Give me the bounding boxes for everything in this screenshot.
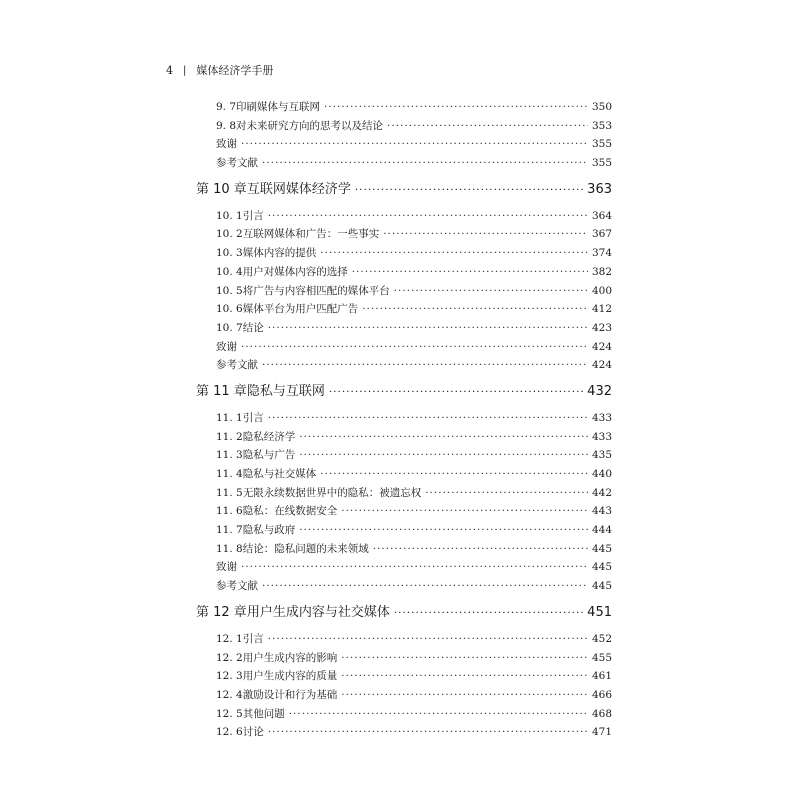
page-ref: 350 [591,101,612,113]
chapter-number: 第 12 章 [196,604,247,620]
leader-dots [268,723,588,742]
section-number: 11. 7 [216,524,243,537]
section-number: 9. 7 [216,101,237,113]
section-title: 致谢 [216,138,237,151]
section-number: 12. 4 [216,688,243,701]
table-of-contents [196,98,612,742]
leader-dots [387,117,588,136]
page-ref: 451 [587,604,612,620]
toc-entry [196,98,612,117]
section-title: 互联网媒体和广告：一些事实 [242,228,380,241]
page-ref: 445 [591,561,612,574]
leader-dots [241,558,588,577]
page-ref: 433 [591,430,612,443]
toc-entry [196,282,612,301]
page-ref: 355 [591,138,612,151]
section-title: 用户生成内容的质量 [242,670,338,683]
section-number: 11. 3 [216,449,243,462]
page-ref: 445 [591,580,612,593]
section-title: 媒体内容的提供 [242,247,317,260]
leader-dots [320,244,588,263]
chapter-number: 第 10 章 [196,181,247,197]
section-title: 将广告与内容相匹配的媒体平台 [242,284,390,297]
leader-dots [394,603,583,623]
page-ref: 367 [591,228,612,241]
section-number: 12. 6 [216,726,243,739]
section-title: 隐私与广告 [242,449,296,462]
section-number: 10. 5 [216,284,243,297]
section-number: 10. 3 [216,247,243,260]
chapter-heading [196,180,612,200]
page-ref: 452 [591,632,612,645]
section-title: 引言 [242,632,264,645]
leader-dots [324,98,588,117]
leader-dots [262,356,588,375]
section-title: 无限永续数据世界中的隐私：被遗忘权 [242,486,422,499]
section-title: 激励设计和行为基础 [242,688,338,701]
leader-dots [320,465,588,484]
toc-entry [196,319,612,338]
chapter-title: 用户生成内容与社交媒体 [246,604,390,620]
section-number: 12. 5 [216,707,243,720]
page-header [166,62,273,78]
toc-entry [196,300,612,319]
chapter-heading [196,382,612,402]
toc-entry [196,649,612,668]
section-number: 9. 8 [216,119,237,132]
section-title: 隐私与政府 [242,524,296,537]
section-title: 其他问题 [242,707,285,720]
section-title: 对未来研究方向的思考以及结论 [236,119,384,132]
section-title: 参考文献 [216,157,258,170]
section-title: 致谢 [216,340,237,353]
chapter-title: 隐私与互联网 [246,383,325,399]
page-ref: 435 [591,449,612,462]
toc-entry [196,244,612,263]
leader-dots [394,282,588,301]
section-title: 隐私经济学 [242,430,296,443]
toc-entry [196,502,612,521]
chapter-title: 互联网媒体经济学 [246,181,351,197]
page-ref: 442 [591,486,612,499]
leader-dots [262,154,588,173]
chapter-number: 第 11 章 [196,383,247,399]
page-ref: 471 [591,726,612,739]
section-number: 12. 2 [216,651,243,664]
page-ref: 424 [591,340,612,353]
toc-entry [196,686,612,705]
leader-dots [373,540,588,559]
toc-entry [196,338,612,357]
section-number: 11. 6 [216,505,243,518]
toc-entry [196,428,612,447]
section-title: 隐私与社交媒体 [242,468,317,480]
leader-dots [299,521,588,540]
page-ref: 455 [591,651,612,664]
page-ref: 440 [591,468,612,480]
toc-entry [196,409,612,428]
section-title: 参考文献 [216,580,258,593]
leader-dots [268,319,588,338]
leader-dots [268,409,588,428]
page-ref: 364 [591,209,612,222]
section-title: 用户对媒体内容的选择 [242,265,348,278]
leader-dots [241,135,588,154]
leader-dots [341,649,588,668]
page-ref: 374 [591,247,612,260]
section-number: 11. 4 [216,468,243,480]
header-separator: | [183,64,187,76]
section-title: 隐私：在线数据安全 [242,505,338,518]
section-title: 引言 [242,411,264,424]
toc-entry [196,135,612,154]
section-number: 11. 2 [216,430,243,443]
leader-dots [268,207,588,226]
section-number: 10. 7 [216,321,243,334]
toc-entry [196,521,612,540]
toc-entry [196,558,612,577]
toc-entry [196,207,612,226]
toc-entry [196,225,612,244]
leader-dots [341,502,588,521]
section-title: 结论 [242,321,264,334]
section-number: 10. 4 [216,265,243,278]
section-title: 用户生成内容的影响 [242,651,338,664]
section-title: 结论：隐私问题的未来领域 [242,542,369,555]
leader-dots [329,382,583,402]
book-title: 媒体经济学手册 [196,64,274,77]
section-title: 参考文献 [216,359,258,372]
section-number: 10. 1 [216,209,243,222]
leader-dots [362,300,588,319]
section-title: 讨论 [242,726,264,739]
toc-entry [196,263,612,282]
page-ref: 468 [591,707,612,720]
chapter-heading [196,603,612,623]
section-title: 致谢 [216,561,237,574]
page-ref: 432 [587,383,612,399]
toc-entry [196,356,612,375]
section-title: 媒体平台为用户匹配广告 [242,303,359,316]
section-number: 10. 2 [216,228,243,241]
page-ref: 445 [591,542,612,555]
leader-dots [352,263,588,282]
page-number: 4 [166,63,173,77]
toc-entry [196,540,612,559]
toc-entry [196,630,612,649]
page-ref: 400 [591,284,612,297]
leader-dots [355,180,583,200]
leader-dots [241,338,588,357]
leader-dots [299,446,588,465]
leader-dots [383,225,588,244]
page-ref: 382 [591,265,612,278]
section-number: 12. 1 [216,632,243,645]
page-ref: 363 [587,181,612,197]
section-number: 11. 1 [216,411,243,424]
leader-dots [262,577,588,596]
page-ref: 433 [591,411,612,424]
page-ref: 412 [591,303,612,316]
leader-dots [289,705,588,724]
section-title: 引言 [242,209,264,222]
leader-dots [341,667,588,686]
toc-entry [196,667,612,686]
page-ref: 424 [591,359,612,372]
leader-dots [268,630,588,649]
page-ref: 355 [591,157,612,170]
leader-dots [299,428,588,447]
page-ref: 443 [591,505,612,518]
section-number: 11. 5 [216,486,243,499]
toc-entry [196,154,612,173]
leader-dots [341,686,588,705]
page-ref: 353 [591,119,612,132]
page-ref: 466 [591,688,612,701]
toc-entry [196,705,612,724]
page-ref: 444 [591,524,612,537]
toc-entry [196,723,612,742]
section-title: 印刷媒体与互联网 [236,101,321,113]
toc-entry [196,577,612,596]
section-number: 12. 3 [216,670,243,683]
toc-entry [196,117,612,136]
section-number: 10. 6 [216,303,243,316]
toc-entry [196,484,612,503]
toc-entry [196,465,612,484]
toc-entry [196,446,612,465]
section-number: 11. 8 [216,542,243,555]
page-ref: 461 [591,670,612,683]
leader-dots [425,484,588,503]
page-ref: 423 [591,321,612,334]
